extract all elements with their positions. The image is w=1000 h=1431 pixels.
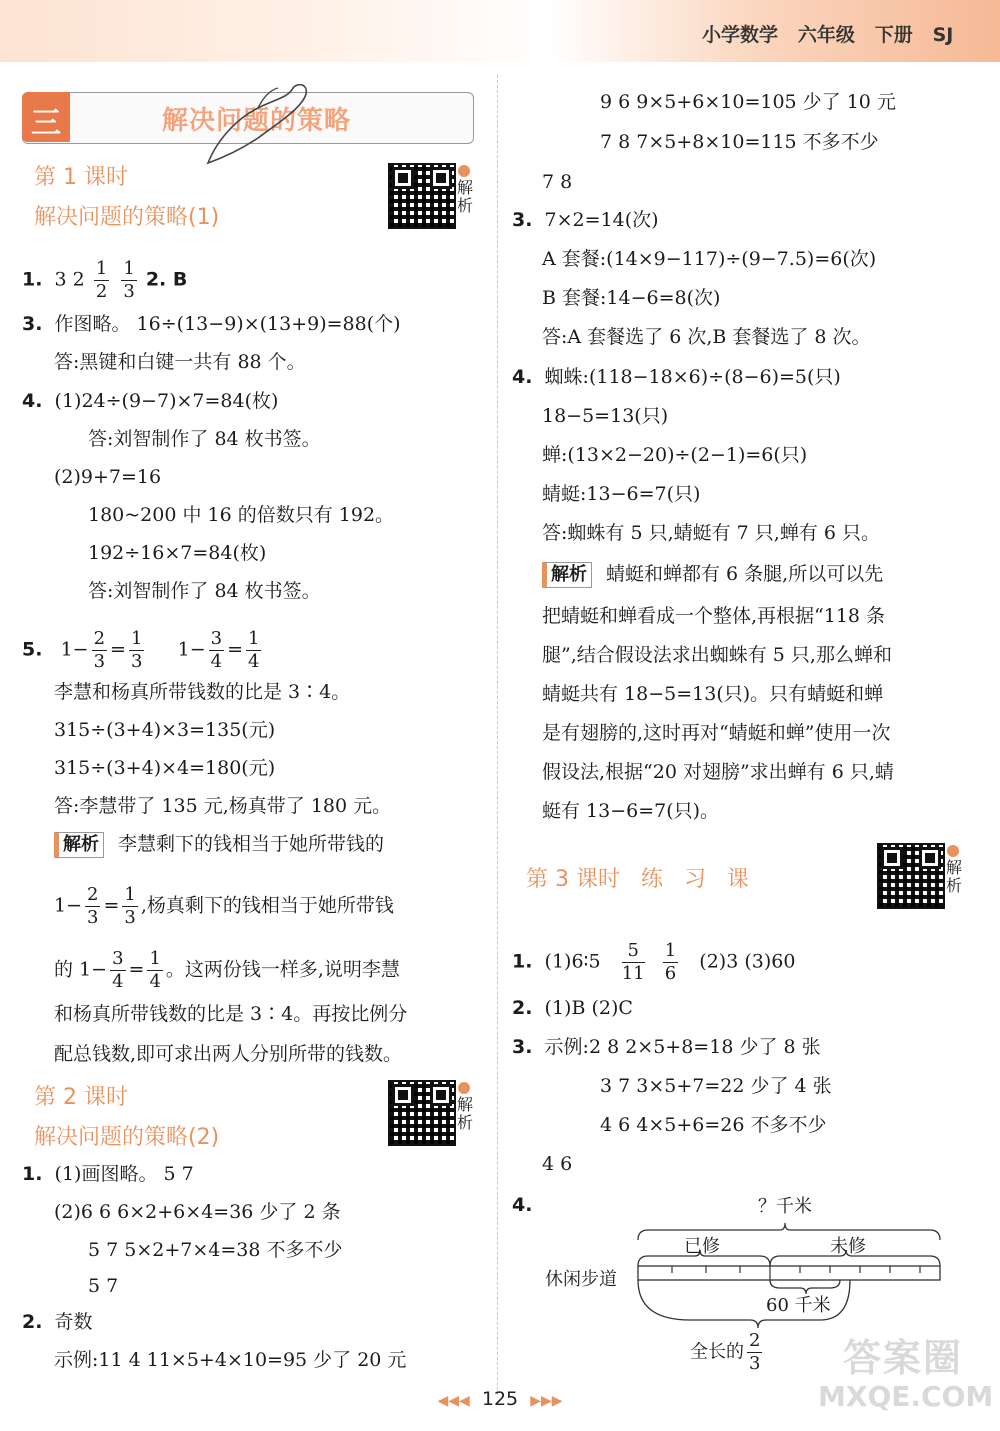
answer-text: 示例:11 4 11×5+4×10=95 少了 20 元 [54,1349,407,1371]
analysis-text: 和杨真所带钱数的比是 3∶4。再按比例分 [54,1003,408,1025]
fraction: $\frac{1}{3}$ [123,258,135,302]
answer-text: 18−5=13(只) [542,405,669,427]
answer-text: 5 7 [88,1275,119,1297]
answer-text: 180~200 中 16 的倍数只有 192。 [88,504,395,526]
answer-q4-right: 4. 蜘蛛:(118−18×6)÷(8−6)=5(只) [512,366,841,388]
answer-e2: 2. (1)B (2)C [512,997,633,1019]
answer-q5: 5. 1− $\frac{2}{3}$ = $\frac{1}{3}$ 1− $\frac{3}{4}$ = $\frac{1}{4}$ [22,628,260,672]
diagram-label-dist: 60 千米 [766,1295,831,1316]
answer-e4: 4. [512,1194,533,1216]
answer-e3: 3. 示例:2 8 2×5+8=18 少了 8 张 [512,1036,821,1058]
analysis-text: 是有翅膀的,这时再对“蜻蜓和蝉”使用一次 [542,722,891,744]
qr-label-1: 解析 [457,165,475,215]
diagram-label-total: 全长的 $\frac{2}{3}$ [690,1330,761,1374]
unit-title: 解决问题的策略 [162,106,352,136]
answer-text: 答:蜘蛛有 5 只,蜻蜓有 7 只,蝉有 6 只。 [542,522,880,544]
answer-text: 蝉:(13×2−20)÷(2−1)=6(只) [542,444,808,466]
analysis-text: 假设法,根据“20 对翅膀”求出蝉有 6 只,蜻 [542,761,894,783]
qr-code-1[interactable] [388,163,456,229]
page-number: 125 [481,1388,519,1410]
answer-text: B 套餐:14−6=8(次) [542,287,721,309]
answer-text: 4 6 [542,1153,573,1175]
qr-label-3: 解析 [946,845,964,895]
header-subject: 小学数学 [702,24,779,46]
answer-text: (2)6 6 6×2+6×4=36 少了 2 条 [54,1201,341,1223]
fraction: $\frac{1}{2}$ [95,258,108,302]
analysis-tag: 解析 [54,832,104,858]
lesson3-title: 第 3 课时 练 习 课 [526,867,749,892]
answer-p2: 2. 奇数 [22,1311,93,1333]
answer-q1: 1. 3 2 $\frac{1}{2}$ $\frac{1}{3}$ 2. B [22,258,188,302]
answer-text: 192÷16×7=84(枚) [88,542,267,564]
analysis-tag: 解析 [542,562,592,588]
header-edition: SJ [932,24,954,46]
lesson1-title: 第 1 课时 [34,165,128,190]
answer-text: A 套餐:(14×9−117)÷(9−7.5)=6(次) [542,248,877,270]
analysis-text: 配总钱数,即可求出两人分别所带的钱数。 [54,1043,403,1065]
lesson2-subtitle: 解决问题的策略(2) [34,1125,220,1150]
watermark [818,1336,994,1414]
answer-text: 答:A 套餐选了 6 次,B 套餐选了 8 次。 [542,326,871,348]
answer-text: 答:黑键和白键一共有 88 个。 [54,351,306,373]
answer-text: 5 7 5×2+7×4=38 不多不少 [88,1239,343,1261]
column-divider [497,75,498,1395]
play-icon [947,845,959,857]
header-volume: 下册 [874,24,913,46]
qr-code-3[interactable] [877,843,945,909]
answer-text: 蜻蜓:13−6=7(只) [542,483,701,505]
page-number-bar [410,1388,590,1410]
analysis-text: 1− $\frac{2}{3}$ = $\frac{1}{3}$ ,杨真剩下的钱相当于她所带钱 [54,884,394,928]
header-grade: 六年级 [797,24,855,46]
answer-text: 答:李慧带了 135 元,杨真带了 180 元。 [54,795,392,817]
play-icon [458,1082,470,1094]
answer-text: 李慧和杨真所带钱数的比是 3∶4。 [54,681,351,703]
answer-q3-right: 3. 7×2=14(次) [512,209,659,231]
prev-arrows-icon: ◀◀◀ [437,1393,470,1409]
answer-text: 答:刘智制作了 84 枚书签。 [88,580,321,602]
unit-number: 三 [31,106,61,141]
answer-text: (2)9+7=16 [54,466,162,488]
diagram-label-undone: 未修 [830,1236,866,1257]
analysis-text: 蜻蜓共有 18−5=13(只)。只有蜻蜓和蝉 [542,683,884,705]
lesson1-subtitle: 解决问题的策略(1) [34,205,220,230]
answer-p1: 1. (1)画图略。 5 7 [22,1163,194,1185]
answer-q3: 3. 作图略。 16÷(13−9)×(13+9)=88(个) [22,313,401,335]
qr-code-2[interactable] [388,1080,456,1146]
diagram-label-done: 已修 [684,1236,720,1257]
answer-text: 4 6 4×5+6=26 不多不少 [600,1114,827,1136]
diagram-label-top: ？千米 [758,1196,812,1217]
answer-e1: 1. (1)6∶5 $\frac{5}{11}$ $\frac{1}{6}$ (2)3 (3)60 [512,940,796,984]
answer-text: 7 8 7×5+8×10=115 不多不少 [600,131,879,153]
watermark-url: MXQE.COM [818,1380,994,1413]
header-title [702,20,953,47]
analysis-text: 把蜻蜓和蝉看成一个整体,再根据“118 条 [542,605,886,627]
answer-text: 9 6 9×5+6×10=105 少了 10 元 [600,91,896,113]
qr-label-2: 解析 [457,1082,475,1132]
analysis-2: 解析 蜻蜓和蝉都有 6 条腿,所以可以先 [542,562,883,588]
pen-hand-decoration [198,78,328,168]
answer-text: 7 8 [542,171,573,193]
diagram-label-road: 休闲步道 [545,1269,617,1290]
analysis-text: 的 1− $\frac{3}{4}$ = $\frac{1}{4}$ 。这两份钱一样多,说明李慧 [54,948,400,992]
analysis-text: 蜓有 13−6=7(只)。 [542,800,720,822]
next-arrows-icon: ▶▶▶ [530,1393,563,1409]
answer-text: 3 7 3×5+7=22 少了 4 张 [600,1075,832,1097]
lesson2-title: 第 2 课时 [34,1085,128,1110]
answer-text: 315÷(3+4)×4=180(元) [54,757,276,779]
answer-text: 315÷(3+4)×3=135(元) [54,719,276,741]
watermark-logo: 答案圈 [842,1336,963,1380]
analysis-1: 解析 李慧剩下的钱相当于她所带钱的 [54,832,384,858]
play-icon [458,165,470,177]
analysis-text: 腿”,结合假设法求出蜘蛛有 5 只,那么蝉和 [542,644,892,666]
answer-q4: 4. (1)24÷(9−7)×7=84(枚) [22,390,279,412]
answer-text: 答:刘智制作了 84 枚书签。 [88,428,321,450]
